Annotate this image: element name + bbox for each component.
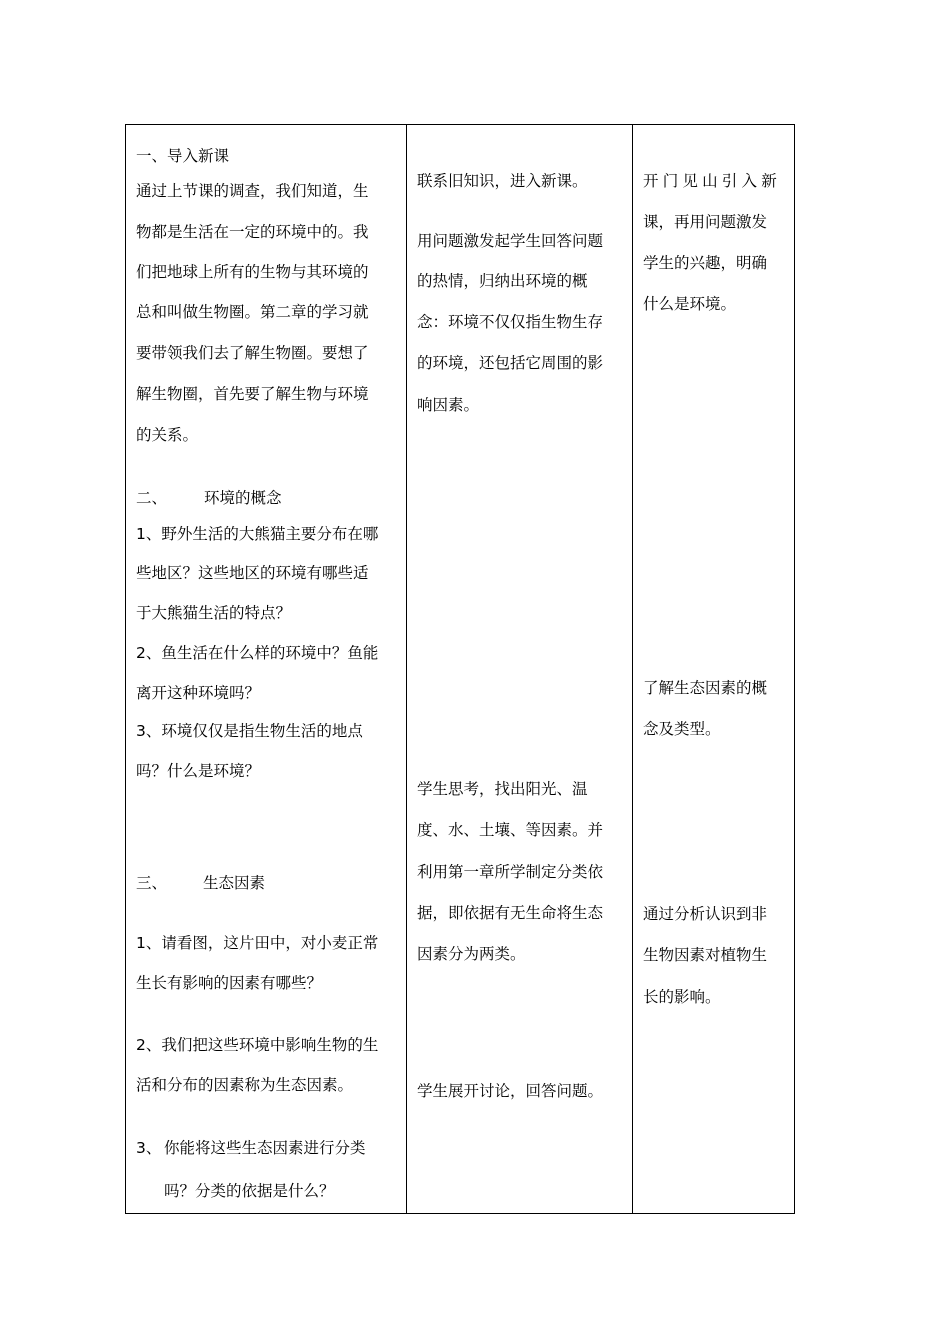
column-divider bbox=[406, 125, 407, 1213]
lesson-plan-table bbox=[125, 124, 795, 1214]
section-heading: 生态因素 bbox=[203, 874, 266, 892]
text-line: 学生展开讨论，回答问题。 bbox=[417, 1082, 604, 1100]
text-line: 的关系。 bbox=[136, 426, 199, 444]
text-line: 的热情，归纳出环境的概 bbox=[417, 272, 588, 290]
text-line: 因素分为两类。 bbox=[417, 945, 526, 963]
text-line: 要带领我们去了解生物圈。要想了 bbox=[136, 344, 369, 362]
text-line: 生长有影响的因素有哪些？ bbox=[136, 974, 323, 992]
text-line: 什么是环境。 bbox=[643, 295, 737, 313]
text-line: 度、水、土壤、等因素。并 bbox=[417, 821, 604, 839]
text-line: 联系旧知识，进入新课。 bbox=[417, 172, 588, 190]
text-line: 们把地球上所有的生物与其环境的 bbox=[136, 263, 369, 281]
text-line: 的环境，还包括它周围的影 bbox=[417, 354, 604, 372]
text-line: 总和叫做生物圈。第二章的学习就 bbox=[136, 303, 369, 321]
question-number: 3、 bbox=[136, 1139, 162, 1157]
text-line: 响因素。 bbox=[417, 396, 480, 414]
text-line: 1、请看图，这片田中，对小麦正常 bbox=[136, 934, 379, 952]
text-line: 课，再用问题激发 bbox=[643, 213, 768, 231]
text-line: 3、环境仅仅是指生物生活的地点 bbox=[136, 722, 363, 740]
text-line: 1、野外生活的大熊猫主要分布在哪 bbox=[136, 525, 379, 543]
text-line: 利用第一章所学制定分类依 bbox=[417, 863, 604, 881]
text-line: 用问题激发起学生回答问题 bbox=[417, 232, 604, 250]
text-line: 离开这种环境吗？ bbox=[136, 684, 261, 702]
text-line: 通过上节课的调查，我们知道，生 bbox=[136, 182, 369, 200]
text-line: 开门见山引入新 bbox=[643, 172, 781, 190]
text-line: 念及类型。 bbox=[643, 720, 721, 738]
text-line: 活和分布的因素称为生态因素。 bbox=[136, 1076, 354, 1094]
text-line: 物都是生活在一定的环境中的。我 bbox=[136, 223, 369, 241]
text-line: 解生物圈，首先要了解生物与环境 bbox=[136, 385, 369, 403]
text-line: 2、我们把这些环境中影响生物的生 bbox=[136, 1036, 379, 1054]
text-line: 些地区？这些地区的环境有哪些适 bbox=[136, 564, 369, 582]
text-line: 于大熊猫生活的特点？ bbox=[136, 604, 292, 622]
section-heading: 环境的概念 bbox=[204, 489, 282, 507]
text-line: 2、鱼生活在什么样的环境中？鱼能 bbox=[136, 644, 379, 662]
text-line: 吗？什么是环境？ bbox=[136, 762, 261, 780]
section-number: 三、 bbox=[136, 874, 168, 892]
text-line: 学生思考，找出阳光、温 bbox=[417, 780, 588, 798]
text-line: 生物因素对植物生 bbox=[643, 946, 768, 964]
text-line: 通过分析认识到非 bbox=[643, 905, 768, 923]
section-number: 二、 bbox=[136, 489, 168, 507]
text-line: 念：环境不仅仅指生物生存 bbox=[417, 313, 604, 331]
text-line: 你能将这些生态因素进行分类 bbox=[164, 1139, 366, 1157]
text-line: 吗？分类的依据是什么？ bbox=[164, 1182, 335, 1200]
text-line: 了解生态因素的概 bbox=[643, 679, 768, 697]
column-divider bbox=[632, 125, 633, 1213]
text-line: 长的影响。 bbox=[643, 988, 721, 1006]
text-line: 据，即依据有无生命将生态 bbox=[417, 904, 604, 922]
section-heading: 一、导入新课 bbox=[136, 147, 230, 165]
text-line: 学生的兴趣，明确 bbox=[643, 254, 768, 272]
